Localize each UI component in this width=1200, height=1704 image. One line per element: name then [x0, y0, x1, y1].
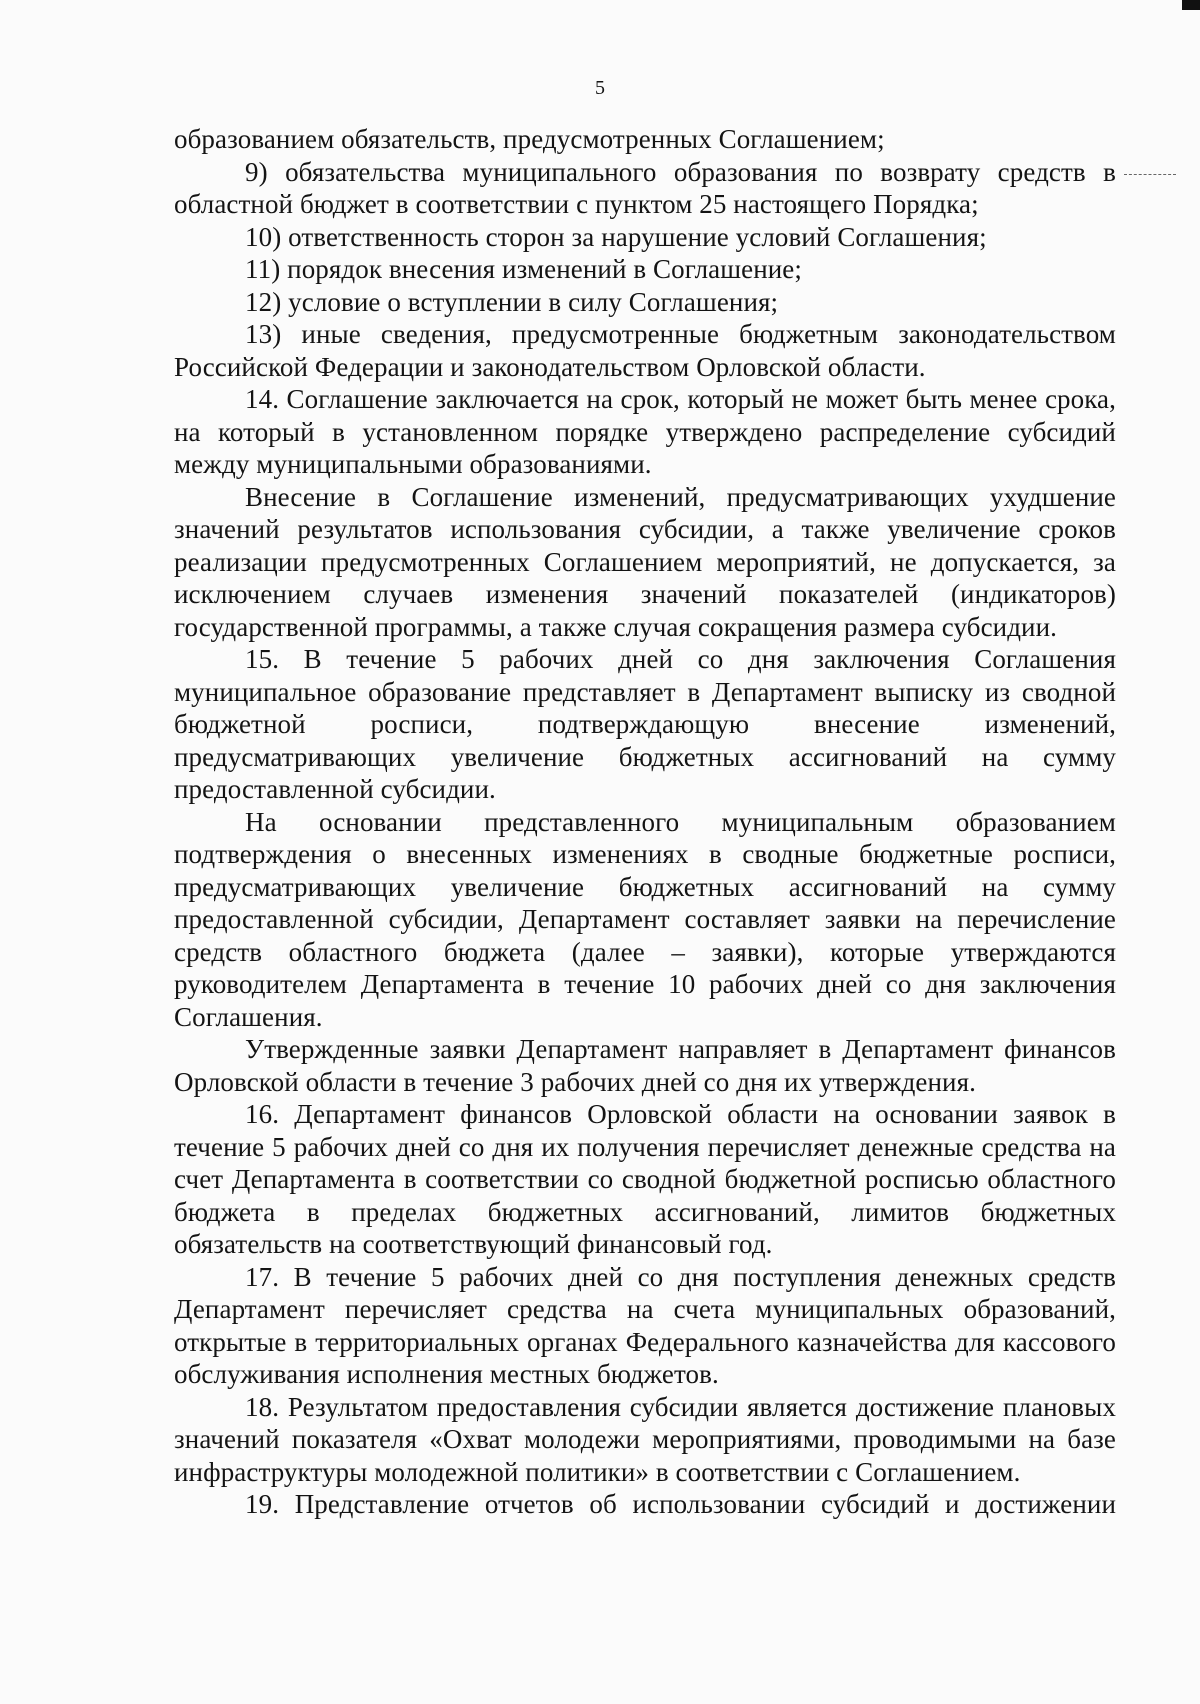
paragraph: 13) иные сведения, предусмотренные бюджетным законодательством Российской Федерации и законодательством Орловской области. [174, 319, 1116, 382]
paragraph: 14. Соглашение заключается на срок, который не может быть менее срока, на который в установленном порядке утверждено распределение субсидий между муниципальными образованиями. [174, 384, 1116, 479]
paragraph: 19. Представление отчетов об использовании субсидий и достижении [245, 1489, 1116, 1519]
paragraph: Утвержденные заявки Департамент направляет в Департамент финансов Орловской области в течение 3 рабочих дней со дня их утверждения. [174, 1034, 1116, 1097]
document-body [174, 123, 1116, 1521]
paragraph: 17. В течение 5 рабочих дней со дня поступления денежных средств Департамент перечисляет средства на счета муниципальных образований, открытые в территориальных органах Федерального казначейства для кассового обслуживания исполнения местных бюджетов. [174, 1261, 1116, 1389]
paragraph: 15. В течение 5 рабочих дней со дня заключения Соглашения муниципальное образование представляет в Департамент выписку из сводной бюджетной росписи, подтверждающую внесение изменений, предусматривающих увеличение бюджетных ассигнований на сумму предоставленной субсидии. [174, 644, 1116, 804]
scan-corner-mark [1182, 0, 1200, 10]
paragraph: Внесение в Соглашение изменений, предусматривающих ухудшение значений результатов использования субсидии, а также увеличение сроков реализации предусмотренных Соглашением мероприятий, не допускается, за исключением случаев изменения значений показателей (индикаторов) государственной программы, а также случая сокращения размера субсидии. [174, 481, 1116, 642]
paragraph: 18. Результатом предоставления субсидии является достижение плановых значений показателя «Охват молодежи мероприятиями, проводимыми на базе инфраструктуры молодежной политики» в соответствии с Соглашением. [174, 1391, 1116, 1487]
paragraph: На основании представленного муниципальным образованием подтверждения о внесенных изменениях в сводные бюджетные росписи, предусматривающих увеличение бюджетных ассигнований на сумму предоставленной субсидии, Департамент составляет заявки на перечисление средств областного бюджета (далее – заявки), которые утверждаются руководителем Департамента в течение 10 рабочих дней со дня заключения Соглашения. [174, 806, 1116, 1032]
paragraph: 12) условие о вступлении в силу Соглашения; [245, 286, 779, 317]
margin-dash-mark [1124, 174, 1176, 175]
paragraph: 10) ответственность сторон за нарушение условий Соглашения; [245, 221, 987, 252]
paragraph: 9) обязательства муниципального образования по возврату средств в областной бюджет в соответствии с пунктом 25 настоящего Порядка; [174, 156, 1116, 219]
paragraph: образованием обязательств, предусмотренных Соглашением; [174, 124, 885, 154]
paragraph: 16. Департамент финансов Орловской области на основании заявок в течение 5 рабочих дней со дня их получения перечисляет денежные средства на счет Департамента в соответствии со сводной бюджетной росписью областного бюджета в пределах бюджетных ассигнований, лимитов бюджетных обязательств на соответствующий финансовый год. [174, 1099, 1116, 1259]
page-number: 5 [595, 77, 605, 99]
paragraph: 11) порядок внесения изменений в Соглашение; [245, 254, 802, 284]
